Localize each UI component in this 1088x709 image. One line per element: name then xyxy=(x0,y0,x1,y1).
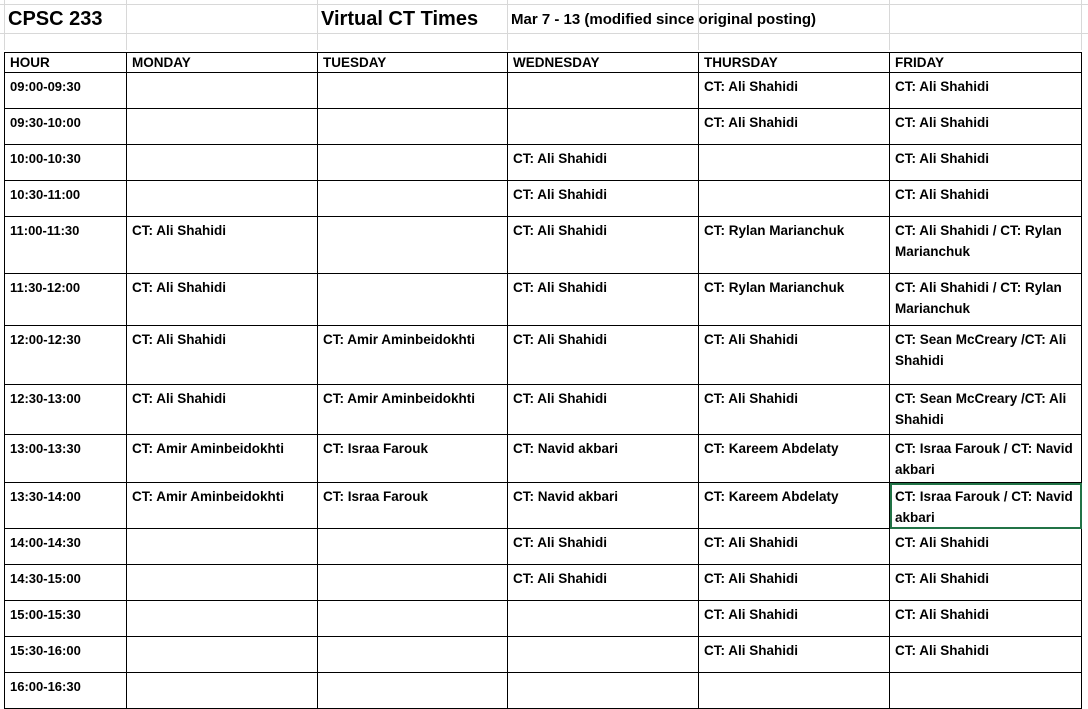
schedule-cell-tuesday[interactable] xyxy=(318,637,508,673)
hour-cell[interactable]: 09:00-09:30 xyxy=(5,73,127,109)
table-row xyxy=(5,217,1082,274)
schedule-cell-monday[interactable]: CT: Amir Aminbeidokhti xyxy=(127,483,318,529)
schedule-cell-wednesday[interactable]: CT: Ali Shahidi xyxy=(508,217,699,274)
schedule-cell-wednesday[interactable]: CT: Navid akbari xyxy=(508,435,699,483)
schedule-cell-friday[interactable]: CT: Ali Shahidi / CT: Rylan Marianchuk xyxy=(890,274,1082,326)
table-row xyxy=(5,435,1082,483)
schedule-cell-thursday[interactable]: CT: Ali Shahidi xyxy=(699,601,890,637)
schedule-cell-friday[interactable]: CT: Ali Shahidi xyxy=(890,181,1082,217)
table-row xyxy=(5,109,1082,145)
schedule-cell-friday[interactable]: CT: Ali Shahidi xyxy=(890,601,1082,637)
schedule-cell-wednesday[interactable] xyxy=(508,673,699,709)
schedule-cell-thursday[interactable]: CT: Ali Shahidi xyxy=(699,326,890,385)
gridline xyxy=(4,0,5,50)
schedule-cell-wednesday[interactable] xyxy=(508,73,699,109)
schedule-cell-friday[interactable]: CT: Sean McCreary /CT: Ali Shahidi xyxy=(890,385,1082,435)
schedule-cell-friday[interactable]: CT: Ali Shahidi xyxy=(890,529,1082,565)
hour-cell[interactable]: 11:00-11:30 xyxy=(5,217,127,274)
schedule-cell-tuesday[interactable] xyxy=(318,145,508,181)
schedule-cell-monday[interactable]: CT: Ali Shahidi xyxy=(127,326,318,385)
schedule-cell-tuesday[interactable] xyxy=(318,673,508,709)
hour-cell[interactable]: 11:30-12:00 xyxy=(5,274,127,326)
hour-cell[interactable]: 16:00-16:30 xyxy=(5,673,127,709)
gridline xyxy=(317,0,318,50)
schedule-cell-wednesday[interactable] xyxy=(508,637,699,673)
schedule-cell-tuesday[interactable]: CT: Israa Farouk xyxy=(318,483,508,529)
schedule-cell-wednesday[interactable]: CT: Ali Shahidi xyxy=(508,565,699,601)
schedule-cell-tuesday[interactable] xyxy=(318,274,508,326)
schedule-cell-wednesday[interactable]: CT: Ali Shahidi xyxy=(508,326,699,385)
schedule-cell-friday[interactable]: CT: Ali Shahidi xyxy=(890,73,1082,109)
schedule-cell-monday[interactable] xyxy=(127,73,318,109)
schedule-cell-tuesday[interactable] xyxy=(318,73,508,109)
schedule-cell-monday[interactable]: CT: Amir Aminbeidokhti xyxy=(127,435,318,483)
schedule-cell-thursday[interactable]: CT: Ali Shahidi xyxy=(699,385,890,435)
column-header-monday[interactable]: MONDAY xyxy=(127,53,318,73)
table-row xyxy=(5,637,1082,673)
gridline xyxy=(889,0,890,50)
gridline xyxy=(0,4,1088,5)
schedule-cell-monday[interactable] xyxy=(127,673,318,709)
schedule-cell-wednesday[interactable]: CT: Ali Shahidi xyxy=(508,145,699,181)
schedule-cell-monday[interactable]: CT: Ali Shahidi xyxy=(127,274,318,326)
schedule-cell-monday[interactable] xyxy=(127,529,318,565)
table-row xyxy=(5,145,1082,181)
hour-cell[interactable]: 10:30-11:00 xyxy=(5,181,127,217)
schedule-cell-friday[interactable]: CT: Ali Shahidi xyxy=(890,145,1082,181)
table-row xyxy=(5,483,1082,529)
schedule-cell-tuesday[interactable] xyxy=(318,181,508,217)
table-row xyxy=(5,385,1082,435)
hour-cell[interactable]: 13:00-13:30 xyxy=(5,435,127,483)
schedule-table xyxy=(4,52,1082,709)
page-title[interactable]: Virtual CT Times xyxy=(321,8,479,30)
schedule-cell-thursday[interactable]: CT: Rylan Marianchuk xyxy=(699,274,890,326)
hour-cell[interactable]: 13:30-14:00 xyxy=(5,483,127,529)
schedule-cell-thursday[interactable]: CT: Kareem Abdelaty xyxy=(699,435,890,483)
schedule-cell-wednesday[interactable] xyxy=(508,109,699,145)
course-title[interactable]: CPSC 233 xyxy=(8,8,103,30)
header-row xyxy=(5,53,1082,73)
schedule-cell-friday[interactable]: CT: Ali Shahidi xyxy=(890,565,1082,601)
table-row xyxy=(5,673,1082,709)
hour-cell[interactable]: 14:30-15:00 xyxy=(5,565,127,601)
gridline xyxy=(507,0,508,50)
schedule-cell-monday[interactable]: CT: Ali Shahidi xyxy=(127,217,318,274)
column-header-friday[interactable]: FRIDAY xyxy=(890,53,1082,73)
column-header-tuesday[interactable]: TUESDAY xyxy=(318,53,508,73)
hour-cell[interactable]: 15:30-16:00 xyxy=(5,637,127,673)
schedule-cell-monday[interactable] xyxy=(127,637,318,673)
table-row xyxy=(5,529,1082,565)
schedule-cell-friday[interactable]: CT: Sean McCreary /CT: Ali Shahidi xyxy=(890,326,1082,385)
schedule-cell-friday[interactable]: CT: Ali Shahidi xyxy=(890,109,1082,145)
hour-cell[interactable]: 09:30-10:00 xyxy=(5,109,127,145)
schedule-cell-thursday[interactable] xyxy=(699,181,890,217)
schedule-cell-friday[interactable]: CT: Ali Shahidi xyxy=(890,637,1082,673)
schedule-cell-tuesday[interactable] xyxy=(318,601,508,637)
schedule-cell-wednesday[interactable]: CT: Ali Shahidi xyxy=(508,529,699,565)
schedule-cell-monday[interactable] xyxy=(127,181,318,217)
schedule-cell-friday[interactable]: CT: Israa Farouk / CT: Navid akbari xyxy=(890,435,1082,483)
schedule-cell-monday[interactable] xyxy=(127,145,318,181)
hour-cell[interactable]: 12:30-13:00 xyxy=(5,385,127,435)
column-header-hour[interactable]: HOUR xyxy=(5,53,127,73)
column-header-wednesday[interactable]: WEDNESDAY xyxy=(508,53,699,73)
schedule-cell-friday[interactable] xyxy=(890,673,1082,709)
hour-cell[interactable]: 15:00-15:30 xyxy=(5,601,127,637)
schedule-cell-friday[interactable]: CT: Ali Shahidi / CT: Rylan Marianchuk xyxy=(890,217,1082,274)
table-row xyxy=(5,601,1082,637)
date-range-subtitle[interactable]: Mar 7 - 13 (modified since original posting) xyxy=(511,11,817,28)
schedule-cell-wednesday[interactable]: CT: Ali Shahidi xyxy=(508,385,699,435)
schedule-cell-monday[interactable] xyxy=(127,565,318,601)
schedule-cell-thursday[interactable] xyxy=(699,673,890,709)
schedule-cell-wednesday[interactable] xyxy=(508,601,699,637)
gridline xyxy=(0,33,1088,34)
schedule-cell-tuesday[interactable]: CT: Amir Aminbeidokhti xyxy=(318,385,508,435)
schedule-cell-friday[interactable]: CT: Israa Farouk / CT: Navid akbari xyxy=(890,483,1082,529)
hour-cell[interactable]: 10:00-10:30 xyxy=(5,145,127,181)
schedule-cell-wednesday[interactable]: CT: Ali Shahidi xyxy=(508,181,699,217)
schedule-cell-tuesday[interactable] xyxy=(318,109,508,145)
table-row xyxy=(5,73,1082,109)
hour-cell[interactable]: 12:00-12:30 xyxy=(5,326,127,385)
schedule-cell-thursday[interactable]: CT: Ali Shahidi xyxy=(699,565,890,601)
table-row xyxy=(5,326,1082,385)
schedule-cell-wednesday[interactable]: CT: Ali Shahidi xyxy=(508,274,699,326)
schedule-cell-monday[interactable] xyxy=(127,109,318,145)
schedule-cell-thursday[interactable]: CT: Ali Shahidi xyxy=(699,109,890,145)
schedule-cell-thursday[interactable] xyxy=(699,145,890,181)
schedule-cell-thursday[interactable]: CT: Kareem Abdelaty xyxy=(699,483,890,529)
column-header-thursday[interactable]: THURSDAY xyxy=(699,53,890,73)
schedule-cell-monday[interactable]: CT: Ali Shahidi xyxy=(127,385,318,435)
schedule-cell-tuesday[interactable]: CT: Israa Farouk xyxy=(318,435,508,483)
schedule-cell-wednesday[interactable]: CT: Navid akbari xyxy=(508,483,699,529)
schedule-cell-tuesday[interactable]: CT: Amir Aminbeidokhti xyxy=(318,326,508,385)
schedule-cell-thursday[interactable]: CT: Ali Shahidi xyxy=(699,637,890,673)
schedule-cell-thursday[interactable]: CT: Ali Shahidi xyxy=(699,73,890,109)
table-row xyxy=(5,565,1082,601)
schedule-cell-thursday[interactable]: CT: Ali Shahidi xyxy=(699,529,890,565)
gridline xyxy=(126,0,127,50)
schedule-cell-tuesday[interactable] xyxy=(318,529,508,565)
schedule-cell-tuesday[interactable] xyxy=(318,565,508,601)
schedule-cell-tuesday[interactable] xyxy=(318,217,508,274)
schedule-cell-monday[interactable] xyxy=(127,601,318,637)
hour-cell[interactable]: 14:00-14:30 xyxy=(5,529,127,565)
gridline xyxy=(1081,0,1082,50)
table-row xyxy=(5,274,1082,326)
schedule-cell-thursday[interactable]: CT: Rylan Marianchuk xyxy=(699,217,890,274)
table-row xyxy=(5,181,1082,217)
